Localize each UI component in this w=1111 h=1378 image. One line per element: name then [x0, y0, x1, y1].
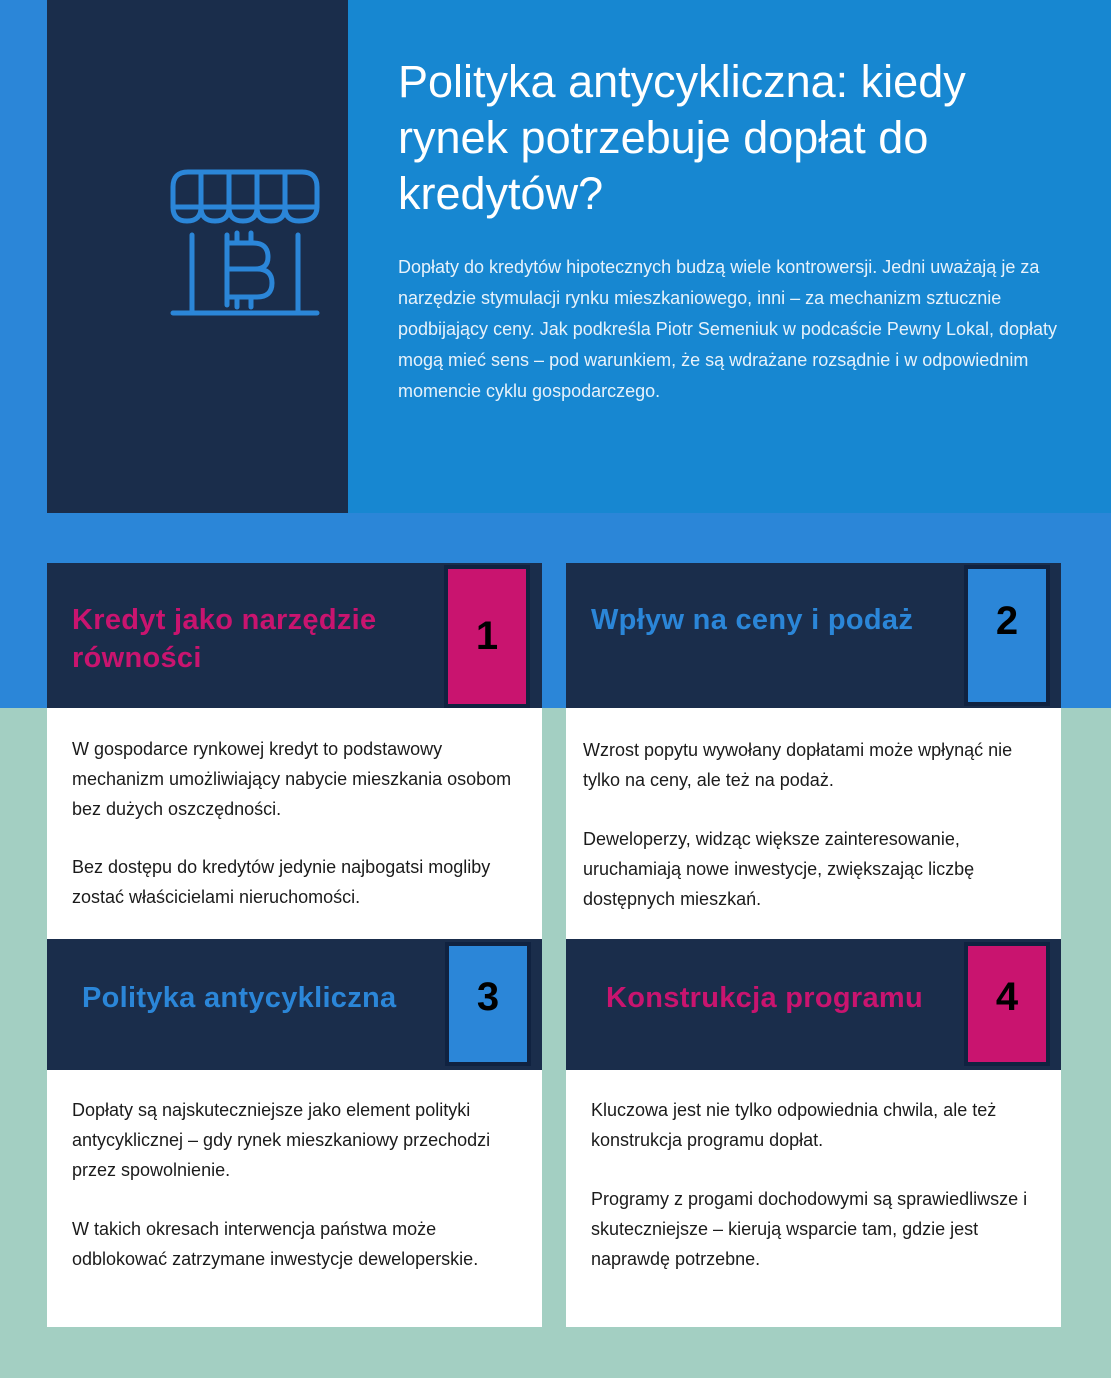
card-2-title: Wpływ na ceny i podaż [591, 604, 914, 636]
card-2-body [566, 708, 1061, 939]
card-4-title: Konstrukcja programu [606, 982, 923, 1014]
card-3-paragraph-2: W takich okresach interwencja państwa może odblokować zatrzymane inwestycje deweloperskie. [72, 1219, 479, 1269]
card-4-paragraph-1: Kluczowa jest nie tylko odpowiednia chwila, ale też konstrukcja programu dopłat. [591, 1100, 997, 1150]
card-1-paragraph-2: Bez dostępu do kredytów jedynie najbogatsi mogliby zostać właścicielami nieruchomości. [72, 857, 491, 907]
card-1-header [47, 563, 542, 708]
card-4-header [566, 939, 1061, 1070]
card-1-paragraph-1: W gospodarce rynkowej kredyt to podstawowy mechanizm umożliwiający nabycie mieszkania osobom bez dużych oszczędności. [72, 739, 512, 819]
card-2-paragraph-1: Wzrost popytu wywołany dopłatami może wpłynąć nie tylko na ceny, ale też na podaż. [583, 740, 1013, 790]
card-3-number-badge: 3 [445, 942, 531, 1066]
card-3-paragraph-1: Dopłaty są najskuteczniejsze jako element polityki antycyklicznej – gdy rynek mieszkaniowy przechodzi przez spowolnienie. [72, 1100, 491, 1180]
card-4-paragraph-2: Programy z progami dochodowymi są sprawiedliwsze i skuteczniejsze – kierują wsparcie tam, gdzie jest naprawdę potrzebne. [591, 1189, 1028, 1269]
card-3-header [47, 939, 542, 1070]
card-2-paragraph-2: Deweloperzy, widząc większe zainteresowanie, uruchamiają nowe inwestycje, zwiększając liczbę dostępnych mieszkań. [583, 829, 975, 909]
card-3-title: Polityka antycykliczna [82, 982, 397, 1014]
intro-paragraph: Dopłaty do kredytów hipotecznych budzą wiele kontrowersji. Jedni uważają je za narzędzie stymulacji rynku mieszkaniowego, inni – za mechanizm sztucznie podbijający ceny. Jak podkreśla Piotr Semeniuk w podcaście Pewny Lokal, dopłaty mogą mieć sens – pod warunkiem, że są wdrażane rozsądnie i w odpowiednim momencie cyklu gospodarczego. [398, 257, 1058, 401]
card-1-number-badge: 1 [444, 565, 530, 708]
card-2-number-badge: 2 [964, 565, 1050, 706]
card-1-title: Kredyt jako narzędzie równości [72, 604, 377, 674]
card-3-body [47, 1070, 542, 1327]
hero-icon-panel [47, 0, 348, 513]
page-title: Polityka antycykliczna: kiedy rynek potrzebuje dopłat do kredytów? [398, 56, 966, 219]
card-4-body [566, 1070, 1061, 1327]
card-4-number-badge: 4 [964, 942, 1050, 1066]
bitcoin-shop-icon [167, 165, 323, 320]
card-2-header [566, 563, 1061, 708]
card-1-body [47, 708, 542, 939]
